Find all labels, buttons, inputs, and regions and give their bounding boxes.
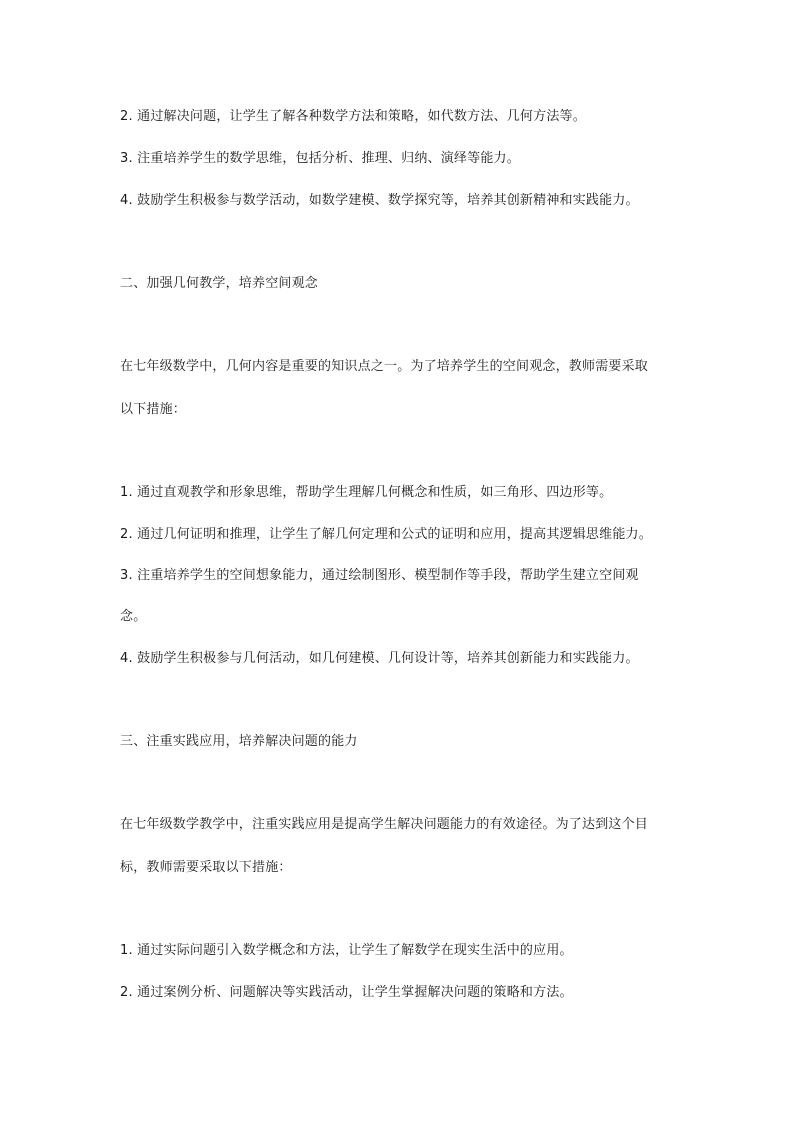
list-item: 1. 通过直观教学和形象思维，帮助学生理解几何概念和性质，如三角形、四边形等。	[120, 485, 613, 500]
list-item: 2. 通过几何证明和推理，让学生了解几何定理和公式的证明和应用，提高其逻辑思维能力。	[120, 527, 652, 542]
list-item: 4. 鼓励学生积极参与几何活动，如几何建模、几何设计等，培养其创新能力和实践能力。	[120, 651, 639, 666]
paragraph-line: 以下措施：	[120, 402, 187, 417]
paragraph-line: 标，教师需要采取以下措施：	[120, 860, 292, 875]
list-item: 1. 通过实际问题引入数学概念和方法，让学生了解数学在现实生活中的应用。	[120, 943, 573, 958]
paragraph-line: 在七年级数学教学中，注重实践应用是提高学生解决问题能力的有效途径。为了达到这个目	[120, 817, 649, 832]
list-item: 2. 通过解决问题，让学生了解各种数学方法和策略，如代数方法、几何方法等。	[120, 109, 586, 124]
section-heading: 二、加强几何教学，培养空间观念	[120, 276, 319, 291]
list-item: 2. 通过案例分析、问题解决等实践活动，让学生掌握解决问题的策略和方法。	[120, 985, 573, 1000]
list-item: 4. 鼓励学生积极参与数学活动，如数学建模、数学探究等，培养其创新精神和实践能力。	[120, 193, 639, 208]
list-item-continuation: 念。	[120, 609, 147, 624]
section-heading: 三、注重实践应用，培养解决问题的能力	[120, 734, 358, 749]
list-item: 3. 注重培养学生的空间想象能力，通过绘制图形、模型制作等手段，帮助学生建立空间观	[120, 568, 639, 583]
paragraph-line: 在七年级数学中，几何内容是重要的知识点之一。为了培养学生的空间观念，教师需要采取	[120, 359, 649, 374]
list-item: 3. 注重培养学生的数学思维，包括分析、推理、归纳、演绎等能力。	[120, 151, 520, 166]
